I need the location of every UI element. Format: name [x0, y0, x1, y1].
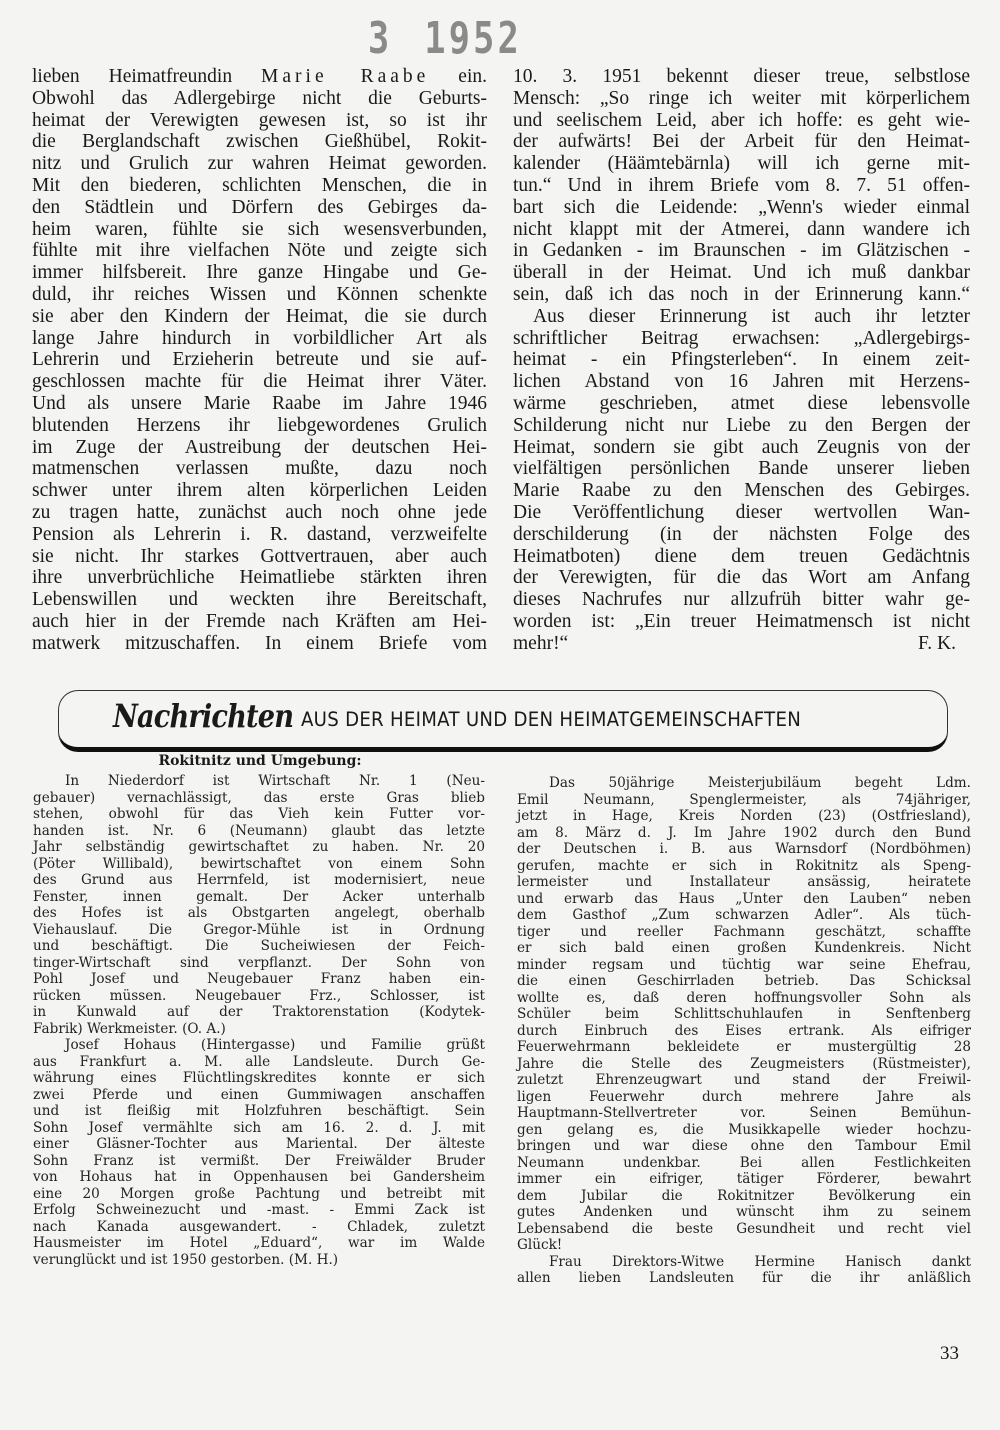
text-line: die einen Geschirrladen betrieb. Das Schicksal — [517, 973, 971, 989]
text-line: und ist fleißig mit Holzfuhren beschäftigt. Sein — [33, 1103, 485, 1119]
text-line: nach Kanada ausgewandert. - Chladek, zuletzt — [33, 1218, 485, 1235]
text-line: Marie Raabe zu den Menschen des Gebirges. — [513, 480, 970, 502]
text-line: Obwohl das Adlergebirge nicht die Geburts- — [32, 87, 487, 109]
text-line: lange Jahre hindurch in vorbildlicher Art als — [32, 327, 487, 349]
text-line: Hausmeister im Hotel „Eduard“, war im Walde — [33, 1235, 485, 1251]
text-line: derschilderung (in der nächsten Folge des — [513, 523, 970, 545]
page-number: 33 — [940, 1343, 959, 1364]
text-line: dem Jubilar die Rokitnitzer Bevölkerung ein — [517, 1187, 971, 1204]
text-line: stehen, obwohl für das Vieh kein Futter vor- — [33, 806, 485, 822]
text-line: dem Gasthof „Zum schwarzen Adler“. Als tüch- — [517, 907, 971, 923]
section-heading: Rokitnitz und Umgebung: — [158, 753, 362, 769]
obituary-column-left — [32, 66, 487, 655]
text-line: gerufen, machte er sich in Rokitnitz als Speng- — [517, 857, 971, 874]
text-segment: ein. — [429, 66, 487, 87]
text-line: Heimatboten) diene dem treuen Gedächtnis — [513, 545, 970, 567]
text-line: dieses Nachrufes nur allzufrüh bitter wahr ge- — [513, 589, 970, 611]
text-line: wärme geschrieben, atmet diese lebensvolle — [513, 392, 970, 414]
text-line: im Zuge der Austreibung der deutschen Hei- — [32, 436, 487, 458]
text-line: Das 50jährige Meisterjubiläum begeht Ldm. — [549, 775, 971, 791]
text-line: des Grund aus Herrnfeld, ist modernisiert, neue — [33, 872, 485, 888]
text-line: bringen und war diese ohne den Tambour Emil — [517, 1138, 971, 1154]
text-line: lermeister und Installateur ansässig, heiratete — [517, 874, 971, 890]
text-line: sie aber den Kindern der Heimat, die sie durch — [32, 305, 487, 327]
text-line: er sich bald einen großen Kundenkreis. Nicht — [517, 940, 971, 956]
text-line: Lebenswillen und weckten ihre Bereitschaft, — [32, 589, 487, 611]
text-line: den Städtlein und Dörfern des Gebirges da- — [32, 196, 487, 218]
text-line: gen gelang es, die Musikkapelle wieder hochzu- — [517, 1121, 971, 1138]
text-line: Fenster, innen gemalt. Der Acker unterhalb — [33, 888, 485, 905]
text-line: Emil Neumann, Spenglermeister, als 74jähriger, — [517, 791, 971, 808]
news-column-right — [517, 775, 971, 1287]
text-line: sein, daß ich das noch in der Erinnerung kann.“ — [513, 283, 970, 305]
text-line: vielfältigen persönlichen Bande unserer lieben — [513, 458, 970, 480]
text-line: Viehauslauf. Die Gregor-Mühle ist in Ordnung — [33, 921, 485, 938]
text-line: verunglückt und ist 1950 gestorben. (M. H.) — [33, 1251, 339, 1268]
banner-title: Nachrichten — [113, 697, 294, 735]
text-line: Hauptmann-Stellvertreter vor. Seinen Bemühun- — [517, 1105, 971, 1121]
text-line: handen ist. Nr. 6 (Neumann) glaubt das letzte — [33, 822, 485, 839]
news-section-banner — [58, 690, 948, 752]
text-line: immer ein eifriger, tätiger Förderer, bewahrt — [517, 1171, 971, 1187]
text-line: worden ist: „Ein treuer Heimatmensch ist nicht — [513, 610, 970, 632]
text-line: bart sich die Leidende: „Wenn's wieder einmal — [513, 196, 970, 218]
text-line: lichen Abstand von 16 Jahren mit Herzens- — [513, 371, 970, 393]
text-line: heimat der Verewigten gewesen ist, so ist ihr — [32, 109, 487, 131]
archive-stamp — [368, 13, 522, 64]
text-line — [32, 66, 487, 88]
text-line: (Pöter Willibald), bewirtschaftet von einem Sohn — [33, 855, 485, 872]
text-line: Die Veröffentlichung dieser wertvollen Wan- — [513, 501, 970, 523]
text-line: überall in der Heimat. Und ich muß dankbar — [513, 262, 970, 284]
text-line: die Berglandschaft zwischen Gießhübel, Rokit- — [32, 131, 487, 153]
text-line: Glück! — [517, 1237, 563, 1253]
text-line: zuletzt Ehrenzeugwart und stand der Freiwil- — [517, 1072, 971, 1088]
text-line: und beschäftigt. Die Sucheiwiesen der Feich- — [33, 938, 485, 954]
text-line: Mit den biederen, schlichten Menschen, die in — [32, 174, 487, 196]
text-line: der Deutschen i. B. aus Warnsdorf (Nordböhmen) — [517, 841, 971, 857]
text-line: Sohn Franz ist vermißt. Der Freiwälder Bruder — [33, 1152, 485, 1169]
text-line: Schüler beim Schlittschuhlaufen in Senftenberg — [517, 1006, 971, 1022]
text-line: Feuerwehrmann bekleidete er mustergültig 28 — [517, 1039, 971, 1055]
paragraph — [33, 1037, 485, 1268]
text-line: in Kunwald auf der Traktorenstation (Kodytek- — [33, 1004, 485, 1020]
text-line: kalender (Häämtebärnla) will ich gerne mit- — [513, 153, 970, 175]
text-line: tinger-Wirtschaft sind verpflanzt. Der Sohn von — [33, 954, 485, 971]
text-line: und erwarb das Haus „Unter den Lauben“ neben — [517, 890, 971, 907]
text-line: Lebensabend die beste Gesundheit und recht viel — [517, 1220, 971, 1237]
text-line: sie nicht. Ihr starkes Gottvertrauen, aber auch — [32, 545, 487, 567]
text-line: In Niederdorf ist Wirtschaft Nr. 1 (Neu- — [65, 773, 485, 789]
text-line: duld, ihr reiches Wissen und Können schenkte — [32, 283, 487, 305]
obituary-column-right — [513, 66, 970, 655]
text-line: ihre unverbrüchliche Heimatliebe stärkten ihren — [32, 567, 487, 589]
text-line: matwerk mitzuschaffen. In einem Briefe vom — [32, 632, 487, 654]
text-line: Frau Direktors-Witwe Hermine Hanisch dankt — [549, 1253, 971, 1270]
text-line: minder regsam und tüchtig war seine Ehefrau, — [517, 956, 971, 973]
paragraph — [517, 1254, 971, 1287]
text-line: zwei Pferde und einen Gummiwagen anschaffen — [33, 1086, 485, 1103]
text-line: gebauer) vernachlässigt, das erste Gras blieb — [33, 789, 485, 806]
text-line: Aus dieser Erinnerung ist auch ihr letzter — [533, 305, 970, 327]
text-line: rücken müssen. Neugebauer Frz., Schlosser, ist — [33, 987, 485, 1004]
text-line: geschlossen machte für die Heimat ihrer Väter. — [32, 371, 487, 393]
text-line: Jahre die Stelle des Zeugmeisters (Rüstmeister), — [517, 1055, 971, 1072]
text-line: eine 20 Morgen große Pachtung und betreibt mit — [33, 1185, 485, 1202]
text-line: heim waren, fühlte sie sich wesensverbunden, — [32, 218, 487, 240]
text-line: aus Frankfurt a. M. alle Landsleute. Durch Ge- — [33, 1053, 485, 1070]
text-line: der Verewigten, für die das Wort am Anfang — [513, 567, 970, 589]
banner-subtitle: AUS DER HEIMAT UND DEN HEIMATGEMEINSCHAFTEN — [301, 708, 802, 731]
text-line: tun.“ Und in ihrem Briefe vom 8. 7. 51 offen- — [513, 174, 970, 196]
text-line: gutes Andenken und wünscht ihm zu seinem — [517, 1204, 971, 1220]
text-line: blutenden Herzens ihr liebgewordenes Grulich — [32, 414, 487, 436]
text-line: der aufwärts! Bei der Arbeit für den Heimat- — [513, 131, 970, 153]
text-line: wollte es, daß deren hoffnungsvoller Sohn als — [517, 989, 971, 1006]
text-line: tiger und reeller Fachmann geschätzt, schaffte — [517, 923, 971, 940]
stamp-year: 1952 — [424, 13, 522, 64]
text-line: schwer unter ihrem alten körperlichen Leiden — [32, 480, 487, 502]
spaced-name: Marie Raabe — [261, 66, 430, 87]
paragraph — [513, 306, 970, 655]
text-line: Pension als Lehrerin i. R. dastand, verzweifelte — [32, 523, 487, 545]
text-line: in Gedanken - im Braunschen - im Glätzischen - — [513, 240, 970, 262]
paragraph — [513, 66, 970, 306]
text-line: durch Einbruch des Eises ertrank. Als eifriger — [517, 1022, 971, 1039]
text-line: Jahr selbständig gewirtschaftet zu haben. Nr. 20 — [33, 839, 485, 855]
text-segment: lieben Heimatfreundin — [32, 66, 262, 87]
news-column-left — [33, 773, 485, 1268]
text-line: Lehrerin und Erzieherin betreute und sie auf- — [32, 349, 487, 371]
text-line: ligen Feuerwehr durch mehrere Jahre als — [517, 1088, 971, 1105]
text-line: Und als unsere Marie Raabe im Jahre 1946 — [32, 392, 487, 414]
text-line: nicht klappt mit der Atmerei, dann wandere ich — [513, 218, 970, 240]
text-line: Sohn Josef vermählte sich am 16. 2. d. J. mit — [33, 1119, 485, 1136]
text-line: Erfolg Schweinezucht und -mast. - Emmi Zack ist — [33, 1202, 485, 1218]
text-line: auch hier in der Fremde nach Kräften am Hei- — [32, 610, 487, 632]
text-line: allen lieben Landsleuten für die ihr anläßlich — [517, 1270, 971, 1286]
text-line: 10. 3. 1951 bekennt dieser treue, selbstlose — [513, 66, 970, 87]
text-line: Fabrik) Werkmeister. (O. A.) — [33, 1020, 226, 1037]
text-line: Heimat, sondern sie gibt auch Zeugnis von der — [513, 436, 970, 458]
text-line: am 8. März d. J. Im Jahre 1902 durch den Bund — [517, 824, 971, 841]
text-line: matmenschen verlassen mußte, dazu noch — [32, 458, 487, 480]
text-line: des Hofes ist als Obstgarten angelegt, oberhalb — [33, 905, 485, 921]
text-line: heimat - ein Pfingsterleben“. In einem zeit- — [513, 349, 970, 371]
text-line: fühlte mit ihre vielfachen Nöte und zeigte sich — [32, 240, 487, 262]
text-line: währung eines Flüchtlingskredites konnte er sich — [33, 1070, 485, 1086]
text-line: Schilderung nicht nur Liebe zu den Bergen der — [513, 414, 970, 436]
paragraph — [32, 66, 487, 655]
text-line: Josef Hohaus (Hintergasse) und Familie grüßt — [65, 1037, 485, 1053]
text-line: mehr!“ — [513, 632, 569, 654]
text-line: immer hilfsbereit. Ihre ganze Hingabe und Ge- — [32, 262, 487, 284]
stamp-issue: 3 — [368, 13, 393, 64]
text-line: von Hohaus hat in Oppenhausen bei Gandersheim — [33, 1169, 485, 1185]
text-line: schriftlicher Beitrag erwachsen: „Adlergebirgs- — [513, 327, 970, 349]
paragraph — [33, 773, 485, 1037]
text-line: einer Gläsner-Tochter aus Mariental. Der älteste — [33, 1136, 485, 1152]
text-line: und seelischem Leid, aber ich hoffe: es geht wie- — [513, 109, 970, 131]
text-line: Pohl Josef und Neugebauer Franz haben ein- — [33, 971, 485, 987]
text-line: jetzt in Hage, Kreis Norden (23) (Ostfriesland), — [517, 808, 971, 824]
text-line: Neumann undenkbar. Bei allen Festlichkeiten — [517, 1154, 971, 1171]
text-line: zu tragen hatte, zunächst auch noch ohne jede — [32, 501, 487, 523]
paragraph — [517, 775, 971, 1254]
text-line: Mensch: „So ringe ich weiter mit körperlichem — [513, 87, 970, 109]
text-line: nitz und Grulich zur wahren Heimat geworden. — [32, 153, 487, 175]
signature: F. K. — [918, 633, 956, 654]
